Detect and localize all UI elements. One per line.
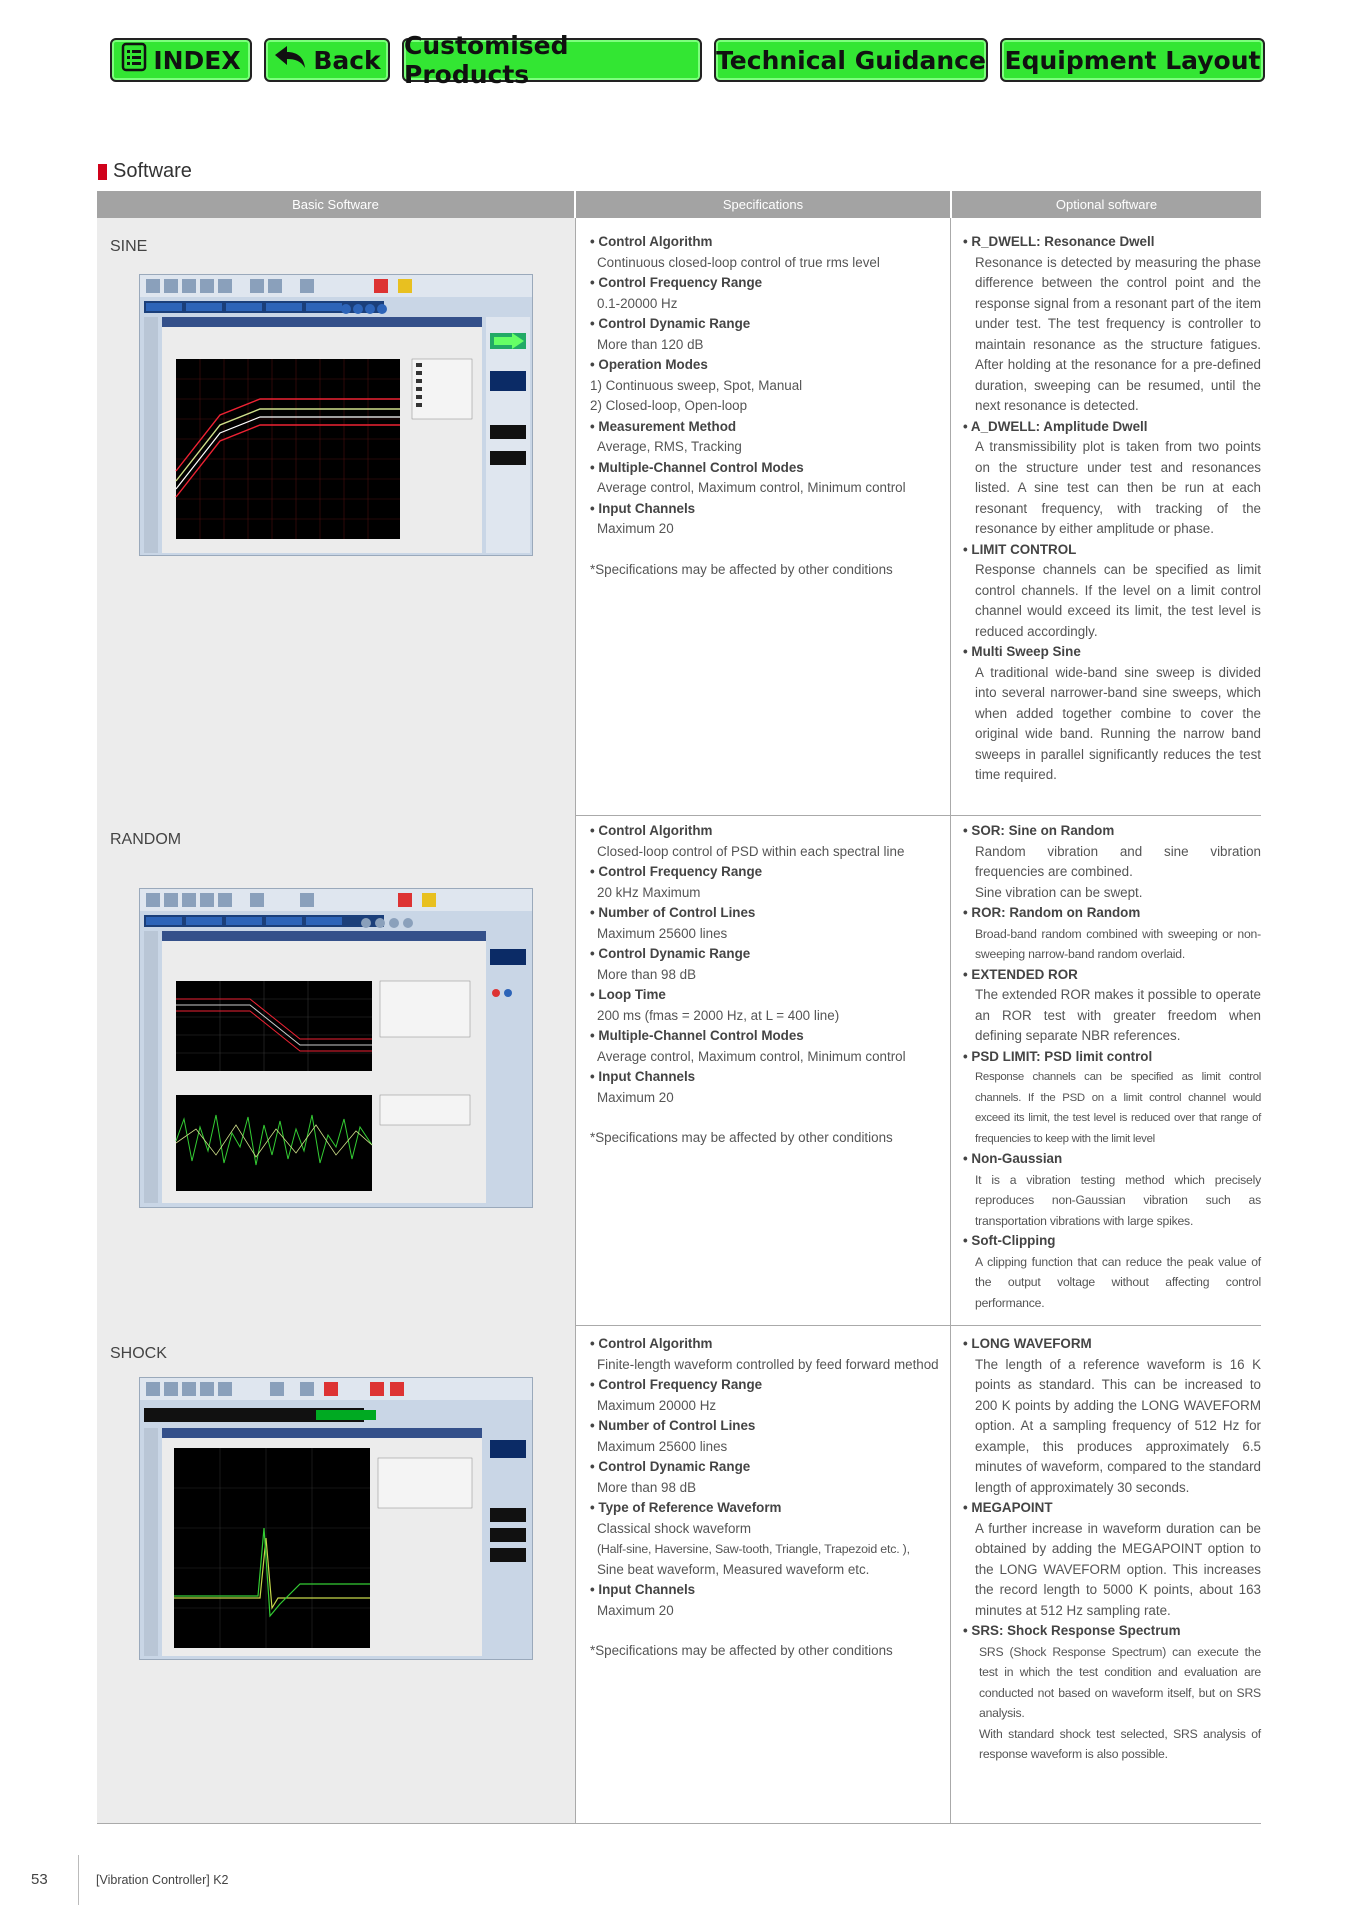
spec-text: 1) Continuous sweep, Spot, Manual — [590, 377, 803, 393]
spec-text: Average, RMS, Tracking — [597, 439, 742, 454]
spec-text: 20 kHz Maximum — [597, 884, 701, 900]
option-heading: • LONG WAVEFORM — [963, 1336, 1092, 1351]
spec-heading: • Control Frequency Range — [590, 864, 763, 879]
index-button[interactable] — [110, 38, 252, 82]
optional-software-cell — [951, 815, 1261, 1325]
spec-heading: • Number of Control Lines — [590, 1418, 756, 1433]
option-heading: • ROR: Random on Random — [963, 905, 1141, 920]
optional-software-cell — [951, 218, 1261, 815]
spec-text: Average control, Maximum control, Minimum control — [597, 1048, 906, 1064]
spec-text: 0.1-20000 Hz — [597, 295, 678, 311]
back-arrow-icon — [273, 44, 313, 76]
customised-products-button[interactable] — [402, 31, 702, 89]
spec-heading: • Control Algorithm — [590, 1336, 713, 1351]
spec-text: Maximum 20000 Hz — [597, 1397, 717, 1413]
option-heading: • Non-Gaussian — [963, 1151, 1063, 1166]
table-row-shock — [97, 1325, 1261, 1824]
option-text: Response channels can be specified as limit control channels. If the level on a limit control channel would exceed its limit, the test level is reduced accordingly. — [975, 562, 1261, 639]
spec-heading: • Measurement Method — [590, 418, 737, 434]
option-heading: • MEGAPOINT — [963, 1500, 1053, 1515]
spec-heading: • Control Algorithm — [590, 823, 713, 838]
spec-note: *Specifications may be affected by other conditions — [590, 1643, 893, 1658]
footer-divider — [78, 1855, 79, 1905]
option-heading: • LIMIT CONTROL — [963, 541, 1077, 557]
option-heading: • R_DWELL: Resonance Dwell — [963, 234, 1155, 249]
specifications-cell — [576, 815, 951, 1325]
spec-heading: • Input Channels — [590, 1582, 696, 1597]
spec-text: More than 120 dB — [597, 336, 704, 352]
spec-heading: • Control Dynamic Range — [590, 1459, 751, 1474]
spec-text: Maximum 20 — [597, 521, 674, 536]
spec-heading: • Operation Modes — [590, 357, 708, 372]
sine-specifications — [590, 232, 950, 580]
optional-software-cell — [951, 1325, 1261, 1823]
option-text: A traditional wide-band sine sweep is divided into several narrower-band sine sweeps, which when added together combine to cover the original wide band. Running the narrow band sweeps in parallel significantly reduces the test time required. — [975, 664, 1261, 782]
spec-text: Maximum 20 — [597, 1602, 674, 1618]
section-marker — [98, 164, 107, 180]
spec-text: More than 98 dB — [597, 966, 697, 982]
option-heading: • Soft-Clipping — [963, 1233, 1056, 1248]
page-number: 53 — [31, 1871, 48, 1888]
shock-optional-software — [963, 1334, 1261, 1765]
spec-text: Sine beat waveform, Measured waveform etc. — [597, 1561, 870, 1577]
spec-heading: • Input Channels — [590, 500, 696, 516]
option-text: A clipping function that can reduce the peak value of the output voltage without affecting control performance. — [975, 1254, 1261, 1310]
spec-text: 200 ms (fmas = 2000 Hz, at L = 400 line) — [597, 1007, 840, 1023]
row-label: SINE — [110, 238, 148, 255]
option-heading: • SRS: Shock Response Spectrum — [963, 1623, 1181, 1638]
table-header — [97, 191, 1261, 218]
spec-heading: • Control Frequency Range — [590, 1377, 763, 1392]
header-basic-software: Basic Software — [97, 191, 576, 218]
row-label: SHOCK — [110, 1345, 167, 1362]
spec-text: (Half-sine, Haversine, Saw-tooth, Triangle, Trapezoid etc. ), — [597, 1542, 910, 1556]
option-text: Broad-band random combined with sweeping or non-sweeping narrow-band random overlaid. — [975, 926, 1261, 961]
option-heading: • A_DWELL: Amplitude Dwell — [963, 418, 1148, 434]
sine-optional-software — [963, 232, 1261, 786]
technical-guidance-label: Technical Guidance — [716, 45, 986, 75]
option-heading: • SOR: Sine on Random — [963, 823, 1115, 838]
basic-software-cell — [97, 218, 576, 815]
spec-heading: • Control Frequency Range — [590, 275, 763, 290]
spec-text: Finite-length waveform controlled by feed forward method — [597, 1356, 939, 1372]
shock-software-screenshot — [139, 1377, 533, 1660]
section-title — [98, 160, 192, 183]
random-specifications — [590, 821, 950, 1149]
spec-heading: • Input Channels — [590, 1069, 696, 1084]
option-text: Response channels can be specified as limit control channels. If the PSD on a limit control channel would exceed its limit, the test level is reduced over that range of frequencies to keep with the limit level — [975, 1071, 1261, 1145]
back-label: Back — [313, 45, 381, 75]
spec-text: Closed-loop control of PSD within each spectral line — [597, 843, 905, 859]
spec-heading: • Control Dynamic Range — [590, 946, 751, 961]
option-text: Resonance is detected by measuring the phase difference between the control point and the response signal from a resonant part of the item under test. The test frequency is controller to maintain resonance as the structure fatigues. After holding at the resonance for a pre-defined duration, sweeping can be resumed, until the next resonance is detected. — [975, 254, 1261, 413]
equipment-layout-label: Equipment Layout — [1004, 45, 1261, 75]
spec-text: Classical shock waveform — [597, 1520, 752, 1536]
spec-text: 2) Closed-loop, Open-loop — [590, 398, 748, 413]
table-row-sine — [97, 218, 1261, 816]
spec-heading: • Multiple-Channel Control Modes — [590, 1028, 804, 1043]
specifications-cell — [576, 218, 951, 815]
option-text: It is a vibration testing method which precisely reproduces non-Gaussian vibration such as transportation vibrations with large spikes. — [975, 1172, 1261, 1228]
spec-note: *Specifications may be affected by other conditions — [590, 1130, 893, 1145]
option-text: A transmissibility plot is taken from two points on the structure under test and resonances listed. A sine test can then be run at each resonant frequency, with tracking of the resonance by either amplitude or phase. — [975, 439, 1261, 536]
spec-text: Maximum 20 — [597, 1089, 674, 1105]
option-heading: • Multi Sweep Sine — [963, 644, 1081, 659]
option-text: SRS (Shock Response Spectrum) can execute the test in which the test condition and evaluation are conducted not based on waveform itself, but on SRS analysis. — [979, 1644, 1261, 1720]
option-heading: • EXTENDED ROR — [963, 966, 1078, 982]
option-text: The extended ROR makes it possible to operate an ROR test with greater freedom when defining separate NBR references. — [975, 987, 1261, 1043]
option-text: A further increase in waveform duration can be obtained by adding the MEGAPOINT option to the LONG WAVEFORM option. This increases the record length to 5000 K points, about 163 minutes at 512 Hz sampling rate. — [975, 1520, 1261, 1618]
header-optional-software: Optional software — [952, 191, 1261, 218]
option-text: Random vibration and sine vibration frequencies are combined. — [975, 843, 1261, 879]
back-button[interactable] — [264, 38, 390, 82]
random-optional-software — [963, 821, 1261, 1313]
technical-guidance-button[interactable] — [714, 38, 988, 82]
spec-heading: • Control Algorithm — [590, 234, 713, 249]
header-specifications: Specifications — [576, 191, 952, 218]
spec-text: Maximum 25600 lines — [597, 925, 728, 941]
spec-text: Maximum 25600 lines — [597, 1438, 728, 1454]
specifications-cell — [576, 1325, 951, 1823]
spec-heading: • Multiple-Channel Control Modes — [590, 459, 804, 475]
row-label: RANDOM — [110, 831, 182, 848]
equipment-layout-button[interactable] — [1000, 38, 1265, 82]
spec-text: More than 98 dB — [597, 1479, 697, 1495]
option-text: With standard shock test selected, SRS analysis of response waveform is also possible. — [979, 1726, 1261, 1761]
spec-heading: • Control Dynamic Range — [590, 316, 751, 331]
option-text: The length of a reference waveform is 16 K points as standard. This can be increased to 200 K points by adding the LONG WAVEFORM option. At a sampling frequency of 512 Hz for example, this produces approximately 6.5 minutes of waveform, compared to the standard length of approximately 30 seconds. — [975, 1356, 1261, 1495]
footer-caption: [Vibration Controller] K2 — [96, 1873, 229, 1887]
random-software-screenshot — [139, 888, 533, 1208]
sine-software-screenshot — [139, 274, 533, 556]
option-heading: • PSD LIMIT: PSD limit control — [963, 1048, 1153, 1064]
customised-products-label: Customised Products — [404, 31, 569, 89]
spec-heading: • Type of Reference Waveform — [590, 1500, 782, 1515]
basic-software-cell — [97, 815, 576, 1325]
section-title-text: Software — [113, 160, 192, 182]
spec-heading: • Number of Control Lines — [590, 905, 756, 920]
basic-software-cell — [97, 1325, 576, 1823]
spec-text: Continuous closed-loop control of true rms level — [597, 254, 880, 270]
option-text: Sine vibration can be swept. — [975, 884, 1143, 900]
spec-heading: • Loop Time — [590, 987, 666, 1002]
index-label: INDEX — [153, 45, 241, 75]
spec-text: Average control, Maximum control, Minimum control — [597, 480, 906, 495]
shock-specifications — [590, 1334, 950, 1662]
spec-note: *Specifications may be affected by other conditions — [590, 561, 893, 577]
table-row-random — [97, 815, 1261, 1326]
list-icon — [121, 42, 153, 78]
